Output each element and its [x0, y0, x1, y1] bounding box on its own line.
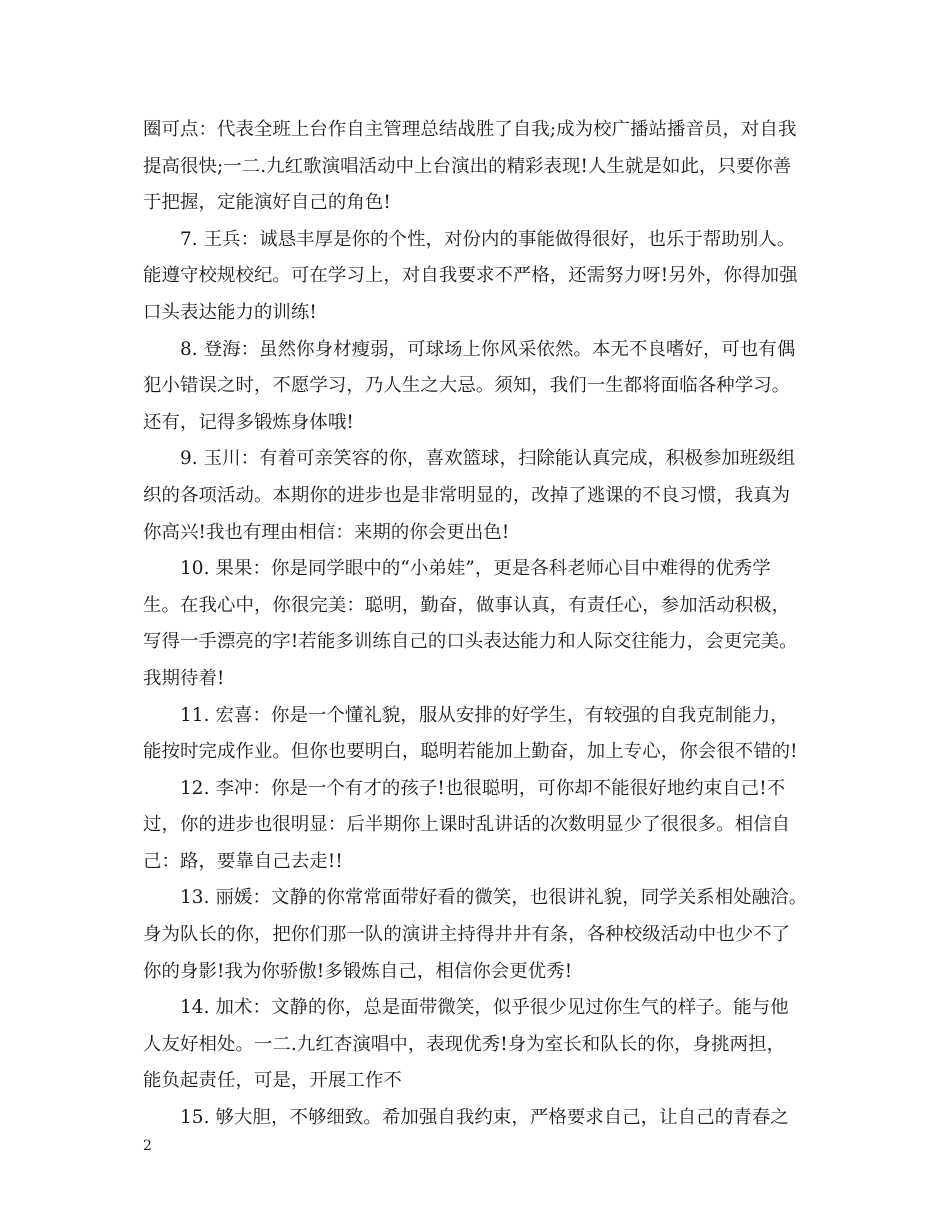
text-line: 圈可点：代表全班上台作自主管理总结战胜了自我;成为校广播站播音员，对自我 [143, 119, 797, 140]
text-line: 犯小错误之时，不愿学习，乃人生之大忌。须知，我们一生都将面临各种学习。 [143, 375, 791, 397]
text-line: 能按时完成作业。但你也要明白，聪明若能加上勤奋，加上专心，你会很不错的! [143, 741, 798, 763]
body-text [143, 114, 823, 1134]
paragraph-start-9: 9. 玉川：有着可亲笑容的你，喜欢篮球，扫除能认真完成，积极参加班级组 [180, 448, 796, 470]
paragraph-start-14: 14. 加术：文静的你，总是面带微笑，似乎很少见过你生气的样子。能与他 [180, 997, 789, 1019]
text-line: 身为队长的你，把你们那一队的演讲主持得井井有条，各种校级活动中也少不了 [143, 924, 791, 946]
text-line: 还有，记得多锻炼身体哦! [143, 411, 354, 433]
paragraph-start-8: 8. 登海：虽然你身材瘦弱，可球场上你风采依然。本无不良嗜好，可也有偶 [180, 338, 796, 360]
paragraph-start-13: 13. 丽媛：文静的你常常面带好看的微笑，也很讲礼貌，同学关系相处融洽。 [180, 887, 808, 909]
text-line: 人友好相处。一二.九红杏演唱中，表现优秀!身为室长和队长的你，身挑两担， [143, 1033, 786, 1055]
paragraph-start-7: 7. 王兵：诚恳丰厚是你的个性，对份内的事能做得很好，也乐于帮助别人。 [180, 228, 796, 250]
text-line: 己：路，要靠自己去走!! [143, 850, 343, 872]
text-line: 生。在我心中，你很完美：聪明，勤奋，做事认真，有责任心，参加活动积极， [143, 594, 791, 616]
text-line: 能遵守校规校纪。可在学习上，对自我要求不严格，还需努力呀!另外，你得加强 [143, 265, 798, 287]
text-line: 口头表达能力的训练! [143, 301, 317, 323]
text-line: 提高很快;一二.九红歌演唱活动中上台演出的精彩表现!人生就是如此，只要你善 [143, 155, 792, 177]
text-line: 能负起责任，可是，开展工作不 [143, 1070, 402, 1092]
text-line: 你高兴!我也有理由相信：来期的你会更出色! [143, 521, 510, 543]
page-number: 2 [143, 1138, 152, 1154]
text-line: 织的各项活动。本期你的进步也是非常明显的，改掉了逃课的不良习惯，我真为 [143, 484, 791, 506]
text-line: 过，你的进步也很明显：后半期你上课时乱讲话的次数明显少了很很多。相信自 [143, 814, 791, 836]
paragraph-start-15: 15. 够大胆，不够细致。希加强自我约束，严格要求自己，让自己的青春之 [180, 1107, 789, 1129]
paragraph-start-12: 12. 李冲：你是一个有才的孩子!也很聪明，可你却不能很好地约束自己!不 [180, 777, 786, 799]
text-line: 我期待着! [143, 667, 225, 689]
paragraph-start-11: 11. 宏喜：你是一个懂礼貌，服从安排的好学生，有较强的自我克制能力， [180, 704, 789, 726]
text-line: 你的身影!我为你骄傲!多锻炼自己，相信你会更优秀! [143, 960, 573, 982]
paragraph-start-10: 10. 果果：你是同学眼中的“小弟娃”，更是各科老师心目中难得的优秀学 [180, 558, 771, 580]
text-line: 写得一手漂亮的字!若能多训练自己的口头表达能力和人际交往能力，会更完美。 [143, 631, 798, 653]
text-line: 于把握，定能演好自己的角色! [143, 192, 391, 214]
